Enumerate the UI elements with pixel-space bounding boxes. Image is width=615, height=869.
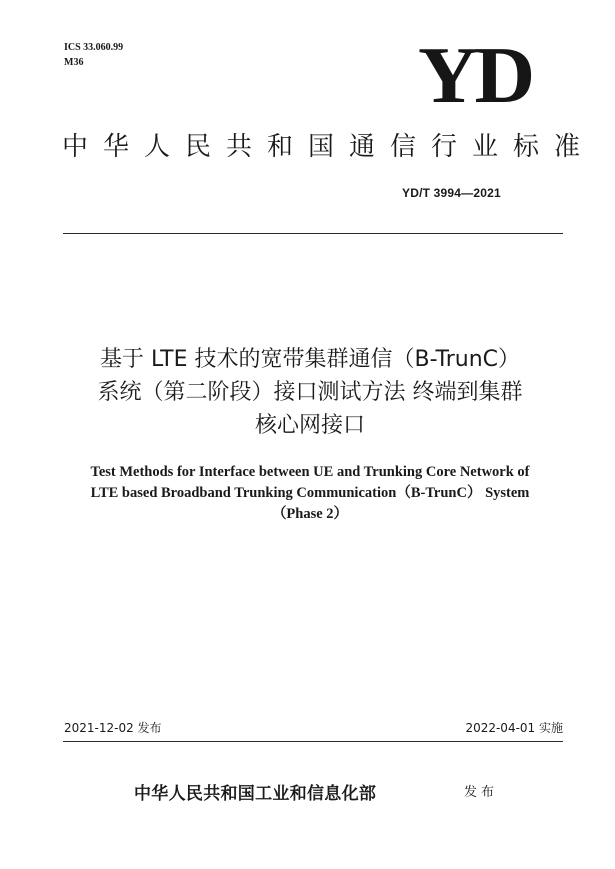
top-divider: [63, 233, 563, 234]
english-title-line-3: （Phase 2）: [271, 506, 349, 522]
english-title: [40, 462, 580, 525]
yd-logo: YD: [418, 32, 531, 120]
publish-date: 2021-12-02 发布: [64, 721, 162, 735]
ics-code: ICS 33.060.99: [64, 42, 124, 53]
chinese-title-line-1: 基于 LTE 技术的宽带集群通信（B-TrunC）: [99, 347, 521, 372]
chinese-title-line-3: 核心网接口: [254, 413, 365, 438]
classification-codes: [64, 40, 123, 70]
english-title-line-1: Test Methods for Interface between UE and Trunking Core Network of: [90, 464, 530, 480]
issuing-authority: 中华人民共和国工业和信息化部: [134, 784, 377, 804]
chinese-title: [40, 343, 580, 442]
standard-number: YD/T 3994—2021: [402, 186, 501, 200]
chinese-title-line-2: 系统（第二阶段）接口测试方法 终端到集群: [97, 380, 523, 405]
bottom-divider: [63, 741, 563, 742]
issuer-suffix: 发布: [464, 785, 499, 800]
english-title-line-2: LTE based Broadband Trunking Communication（B-TrunC） System: [90, 485, 530, 501]
industry-standard-title: 中华人民共和国通信行业标准: [62, 132, 596, 162]
effective-date: 2022-04-01 实施: [465, 721, 563, 735]
class-code: M36: [64, 57, 84, 68]
